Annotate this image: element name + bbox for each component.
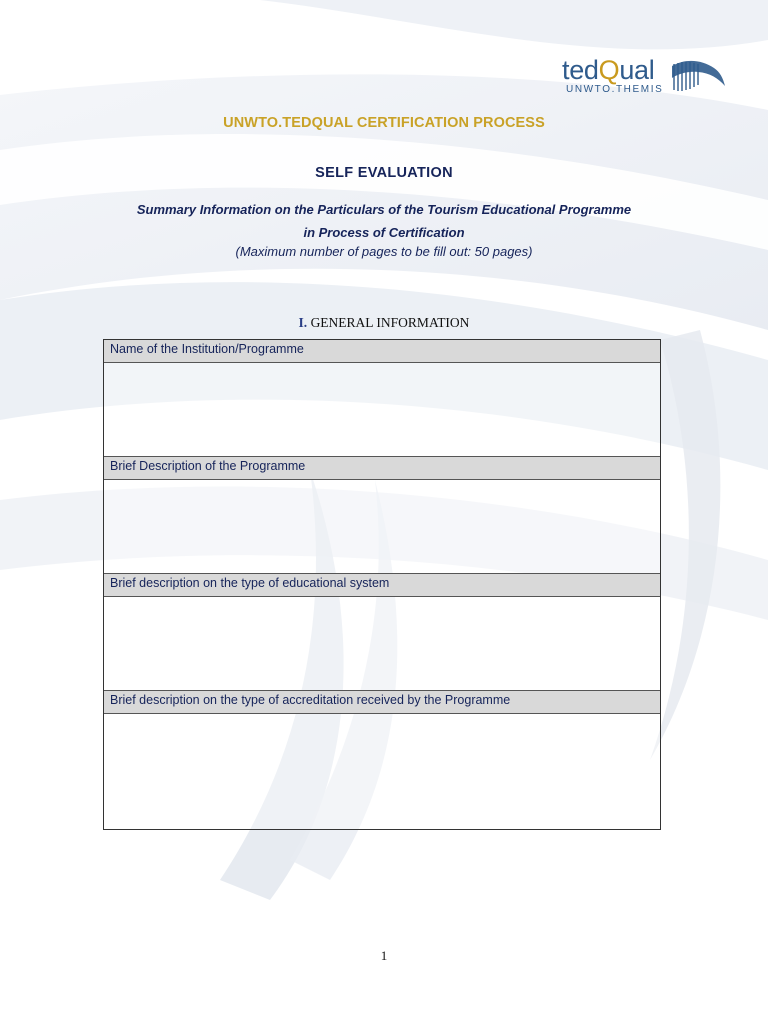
summary-line-2: in Process of Certification [303, 225, 465, 240]
field-label-programme-description: Brief Description of the Programme [104, 457, 660, 480]
section-title: GENERAL INFORMATION [310, 315, 470, 330]
summary-subtitle [0, 198, 768, 244]
field-value-institution-name[interactable] [104, 363, 660, 457]
self-evaluation-title: SELF EVALUATION [315, 165, 453, 181]
field-value-programme-description[interactable] [104, 480, 660, 574]
section-heading [0, 315, 768, 331]
logo-wordmark: tedQual [562, 55, 655, 85]
field-value-educational-system[interactable] [104, 597, 660, 691]
field-label-accreditation: Brief description on the type of accreditation received by the Programme [104, 691, 660, 714]
logo-wave-icon [668, 58, 726, 94]
general-information-form [103, 339, 661, 830]
field-label-institution-name: Name of the Institution/Programme [104, 340, 660, 363]
summary-line-1: Summary Information on the Particulars of the Tourism Educational Programme [136, 202, 632, 217]
max-pages-note: (Maximum number of pages to be fill out: 50 pages) [235, 244, 533, 259]
page-number: 1 [380, 948, 388, 963]
field-label-educational-system: Brief description on the type of educational system [104, 574, 660, 597]
field-value-accreditation[interactable] [104, 714, 660, 829]
logo-subtitle: UNWTO.THEMIS [566, 84, 664, 95]
section-number: I. [298, 315, 308, 330]
certification-process-title: UNWTO.TEDQUAL CERTIFICATION PROCESS [223, 115, 545, 131]
tedqual-logo [562, 54, 732, 100]
